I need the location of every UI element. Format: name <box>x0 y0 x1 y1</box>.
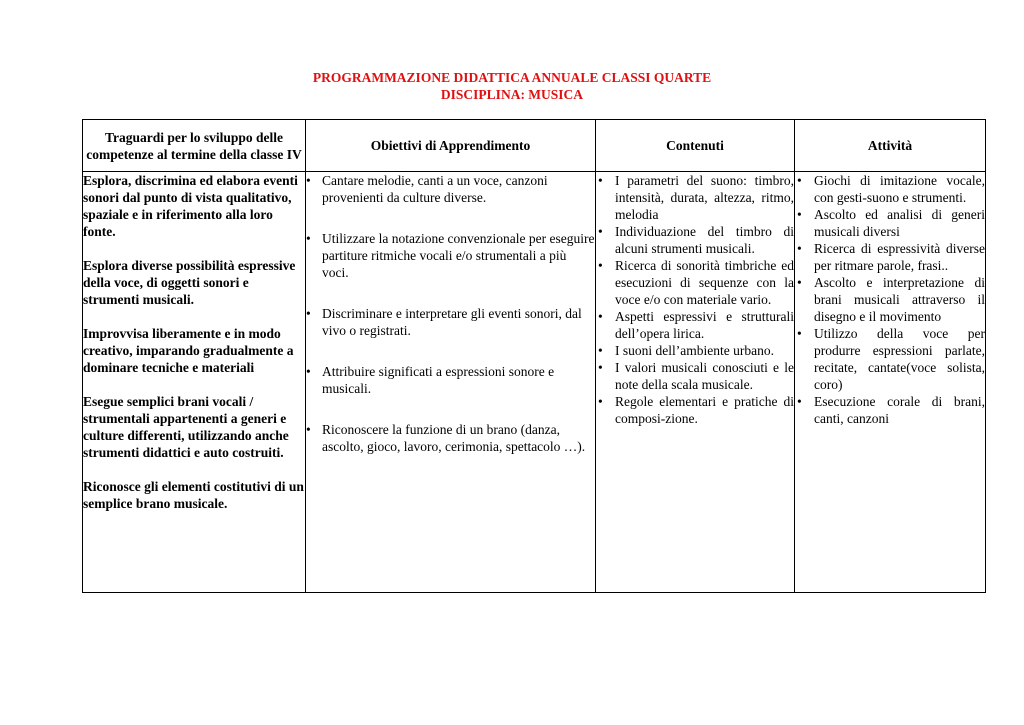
contenuto-item: • Individuazione del timbro di alcuni strumenti musicali. <box>596 223 794 257</box>
table-header-row <box>83 120 986 172</box>
header-traguardi: Traguardi per lo sviluppo delle competenze al termine della classe IV <box>83 120 306 172</box>
traguardo-item: Esplora diverse possibilità espressive della voce, di oggetti sonori e strumenti musicali. <box>83 258 296 307</box>
contenuto-item: • Regole elementari e pratiche di composi-zione. <box>596 393 794 427</box>
obiettivi-list <box>306 172 595 455</box>
obiettivo-item: • Utilizzare la notazione convenzionale per eseguire partiture ritmiche vocali e/o strumentali a più voci. <box>306 230 595 281</box>
traguardi-cell <box>83 172 306 593</box>
contenuto-item: • I parametri del suono: timbro, intensità, durata, altezza, ritmo, melodia <box>596 172 794 223</box>
traguardo-item: Esegue semplici brani vocali / strumentali appartenenti a generi e culture differenti, utilizzando anche strumenti didattici e auto costruiti. <box>83 394 289 460</box>
obiettivo-item: • Discriminare e interpretare gli eventi sonori, dal vivo o registrati. <box>306 305 595 339</box>
contenuti-cell <box>596 172 795 593</box>
document-title: PROGRAMMAZIONE DIDATTICA ANNUALE CLASSI QUARTE <box>312 70 712 85</box>
attivita-item: • Esecuzione corale di brani, canti, canzoni <box>795 393 985 427</box>
traguardo-item: Esplora, discrimina ed elabora eventi sonori dal punto di vista qualitativo, spaziale e in riferimento alla loro fonte. <box>83 173 298 239</box>
header-contenuti: Contenuti <box>596 120 795 172</box>
contenuto-item: • Aspetti espressivi e strutturali dell’opera lirica. <box>596 308 794 342</box>
obiettivo-item: • Riconoscere la funzione di un brano (danza, ascolto, gioco, lavoro, cerimonia, spettacolo …). <box>306 421 595 455</box>
contenuto-item: • I valori musicali conosciuti e le note della scala musicale. <box>596 359 794 393</box>
attivita-item: • Utilizzo della voce per produrre espressioni parlate, recitate, cantate(voce solista, coro) <box>795 325 985 393</box>
traguardo-item: Riconosce gli elementi costitutivi di un semplice brano musicale. <box>83 479 304 511</box>
header-obiettivi: Obiettivi di Apprendimento <box>306 120 596 172</box>
obiettivo-item: • Cantare melodie, canti a un voce, canzoni provenienti da culture diverse. <box>306 172 595 206</box>
programming-table <box>82 119 986 593</box>
traguardo-item: Improvvisa liberamente e in modo creativo, imparando gradualmente a dominare tecniche e materiali <box>83 326 294 375</box>
header-attivita: Attività <box>795 120 986 172</box>
contenuto-item: • I suoni dell’ambiente urbano. <box>596 342 794 359</box>
obiettivi-cell <box>306 172 596 593</box>
contenuti-list <box>596 172 794 427</box>
document-subtitle: DISCIPLINA: MUSICA <box>440 87 584 102</box>
attivita-item: • Ascolto e interpretazione di brani musicali attraverso il disegno e il movimento <box>795 274 985 325</box>
attivita-cell <box>795 172 986 593</box>
contenuto-item: • Ricerca di sonorità timbriche ed esecuzioni di sequenze con la voce e/o con materiale vario. <box>596 257 794 308</box>
attivita-item: • Ascolto ed analisi di generi musicali diversi <box>795 206 985 240</box>
attivita-item: • Giochi di imitazione vocale, con gesti-suono e strumenti. <box>795 172 985 206</box>
attivita-list <box>795 172 985 427</box>
obiettivo-item: • Attribuire significati a espressioni sonore e musicali. <box>306 363 595 397</box>
attivita-item: • Ricerca di espressività diverse per ritmare parole, frasi.. <box>795 240 985 274</box>
table-row <box>83 172 986 593</box>
